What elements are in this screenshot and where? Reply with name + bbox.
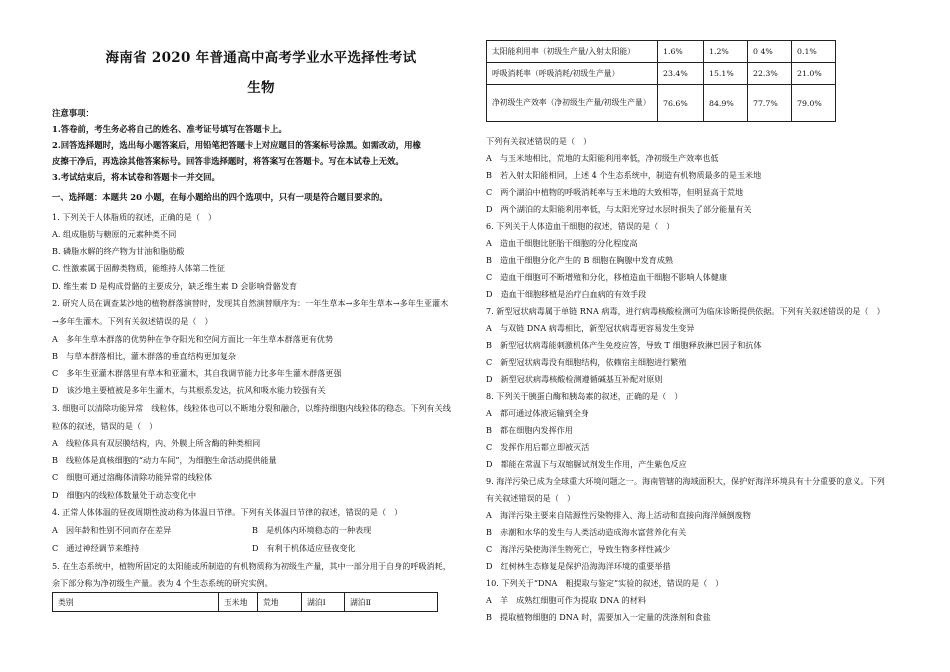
- question-line: A 与玉米地相比，荒地的太阳能利用率低，净初级生产效率也低: [486, 153, 719, 163]
- question-line: C 造血干细胞可不断增殖和分化，移植造血干细胞不影响人体健康: [486, 272, 727, 282]
- question-line: 9. 海洋污染已成为全球重大环境问题之一。海南管辖的海域面积大，保护好海洋环境具有十分重要的意义。下列: [486, 476, 885, 486]
- question-line: A 造血干细胞比胚胎干细胞的分化程度高: [486, 238, 638, 248]
- question-line: A 线粒体具有双层膜结构，内、外膜上所含酶的种类相同: [52, 438, 261, 448]
- question-line: B 与草本群落相比，灌木群落的垂直结构更加复杂: [52, 351, 237, 361]
- option-c: C 通过神经调节来维持: [52, 543, 140, 553]
- notes-heading: 注意事项：: [52, 108, 94, 118]
- question-line: A 海洋污染主要来自陆源性污染物排入、海上活动和直接向海洋倾倒废物: [486, 510, 751, 520]
- question-line: B 造血干细胞分化产生的 B 细胞在胸腺中发育成熟: [486, 255, 674, 265]
- question-line: C 两个湖泊中植物的呼吸消耗率与玉米地的大致相等，但明显高于荒地: [486, 187, 744, 197]
- table-cell: 0.1%: [792, 41, 836, 63]
- question-line: D 红树林生态修复是保护沿海海洋环境的重要举措: [486, 561, 671, 571]
- header-cell: 湖泊Ⅱ: [345, 593, 438, 612]
- question-line: C 新型冠状病毒没有细胞结构，依赖宿主细胞进行繁殖: [486, 357, 687, 367]
- question-line: D 该沙地主要植被是多年生灌木，与其根系发达，抗风和吸水能力较强有关: [52, 385, 326, 395]
- question-line: 1. 下列关于人体脂质的叙述，正确的是（ ）: [52, 212, 217, 222]
- table-row: [487, 41, 836, 63]
- data-table-header: [52, 592, 438, 612]
- question-line: 粒体的叙述，错误的是（ ）: [52, 421, 158, 431]
- header-cell: 类别: [53, 593, 219, 612]
- question-line: 7. 新型冠状病毒属于单链 RNA 病毒，进行病毒核酸检测可为临床诊断提供依据。下列有关叙述错误的是（ ）: [486, 306, 885, 316]
- note-item: 2.回答选择题时，选出每小题答案后，用铅笔把答题卡上对应题目的答案标号涂黑。如需改动，用橡: [52, 140, 421, 150]
- question-line: →多年生灌木。下列有关叙述错误的是（ ）: [52, 316, 213, 326]
- question-line: 3. 细胞可以清除功能异常 线粒体，线粒体也可以不断地分裂和融合，以维持细胞内线粒体的稳态。下列有关线: [52, 403, 451, 413]
- question-line: A 羊 成熟红细胞可作为提取 DNA 的材料: [486, 595, 646, 605]
- table-cell: 21.0%: [792, 63, 836, 85]
- question-line: D 都能在常温下与双缩脲试剂发生作用，产生紫色反应: [486, 459, 687, 469]
- question-line: C 多年生亚灌木群落里有草本和亚灌木，其自我调节能力比多年生灌木群落更强: [52, 368, 342, 378]
- table-cell: 0 4%: [748, 41, 792, 63]
- question-line: A. 组成脂肪与糖原的元素种类不同: [52, 229, 177, 239]
- data-table-body: [486, 40, 836, 122]
- question-line: C 细胞可通过溶酶体清除功能异常的线粒体: [52, 472, 212, 482]
- question-line: D 细胞内的线粒体数量处于动态变化中: [52, 490, 197, 500]
- question-line: D 新型冠状病毒核酸检测遵循碱基互补配对原则: [486, 374, 663, 384]
- table-cell: 呼吸消耗率（呼吸消耗/初级生产量）: [487, 63, 658, 85]
- header-cell: 荒地: [258, 593, 302, 612]
- question-line: C 发挥作用后都立即被灭活: [486, 442, 590, 452]
- note-item: 皮擦干净后，再选涂其他答案标号。回答非选择题时，将答案写在答题卡。写在本试卷上无效。: [52, 156, 404, 166]
- question-line: B 线粒体是真核细胞的“动力车间”，为细胞生命活动提供能量: [52, 455, 277, 465]
- question-line: 4. 正常人体体温的昼夜周期性波动称为体温日节律。下列有关体温日节律的叙述，错误的是（ ）: [52, 507, 403, 517]
- subject-title: 生物: [247, 80, 275, 96]
- table-body-wrap: [486, 40, 836, 122]
- question-line: 2. 研究人员在调查某沙地的植物群落演替时，发现其自然演替顺序为：一年生草本→多年生草本→多年生亚灌木: [52, 298, 449, 308]
- question-line: A 与双链 DNA 病毒相比，新型冠状病毒更容易发生变异: [486, 323, 695, 333]
- question-line: D 造血干细胞移植是治疗白血病的有效手段: [486, 289, 647, 299]
- question-line: B 都在细胞内发挥作用: [486, 425, 573, 435]
- table-cell: 1.6%: [658, 41, 704, 63]
- question-line: 5. 在生态系统中，植物所固定的太阳能或所制造的有机物质称为初级生产量，其中一部分用于自身的呼吸消耗，: [52, 561, 451, 571]
- question-line: D 两个湖泊的太阳能利用率低，与太阳光穿过水层时损失了部分能量有关: [486, 204, 752, 214]
- question-line: C 海洋污染使海洋生物死亡，导致生物多样性减少: [486, 544, 671, 554]
- question-line: 10. 下列关于“DNA 粗提取与鉴定”实验的叙述，错误的是（ ）: [486, 578, 724, 588]
- table-cell: 77.7%: [748, 85, 792, 122]
- table-cell: 84.9%: [704, 85, 748, 122]
- note-item: 1.答卷前，考生务必将自己的姓名、准考证号填写在答题卡上。: [52, 124, 287, 134]
- question-line: B 提取植物细胞的 DNA 时，需要加入一定量的洗涤剂和食盐: [486, 612, 711, 622]
- question-line: 6. 下列关于人体造血干细胞的叙述，错误的是（ ）: [486, 221, 675, 231]
- note-item: 3.考试结束后，将本试卷和答题卡一并交回。: [52, 172, 220, 182]
- question-line: B 赤潮和水华的发生与人类活动造成海水富营养化有关: [486, 527, 687, 537]
- question-line: B 若入射太阳能相同，上述 4 个生态系统中，制造有机物质最多的是玉米地: [486, 170, 762, 180]
- table-header-wrap: [52, 592, 438, 612]
- option-d: D 有利于机体适应昼夜变化: [252, 543, 356, 553]
- header-cell: 玉米地: [219, 593, 258, 612]
- option-a: A 因年龄和性别不同而存在差异: [52, 525, 172, 535]
- table-row: [487, 63, 836, 85]
- table-header-row: [53, 593, 438, 612]
- question-line: B. 磷脂水解的终产物为甘油和脂肪酸: [52, 246, 185, 256]
- option-b: B 是机体内环境稳态的一种表现: [252, 525, 372, 535]
- question-line: C. 性激素属于固醇类物质，能维持人体第二性征: [52, 263, 225, 273]
- question-line: 有关叙述错误的是（ ）: [486, 493, 576, 503]
- question-line: A 都可通过体液运输到全身: [486, 408, 589, 418]
- question-line: A 多年生草本群落的优势种在争夺阳光和空间方面比一年生草本群落更有优势: [52, 334, 334, 344]
- header-cell: 湖泊Ⅰ: [302, 593, 345, 612]
- table-cell: 22.3%: [748, 63, 792, 85]
- table-cell: 79.0%: [792, 85, 836, 122]
- table-cell: 23.4%: [658, 63, 704, 85]
- table-cell: 1.2%: [704, 41, 748, 63]
- table-row: [487, 85, 836, 122]
- exam-title: 海南省 2020 年普通高中高考学业水平选择性考试: [105, 50, 417, 66]
- question-line: 下列有关叙述错误的是（ ）: [486, 136, 592, 146]
- table-cell: 净初级生产效率（净初级生产量/初级生产量）: [487, 85, 658, 122]
- section-heading: 一、选择题：本题共 20 小题，在每小题给出的四个选项中，只有一项是符合题目要求的。: [52, 192, 388, 202]
- table-cell: 15.1%: [704, 63, 748, 85]
- question-line: 8. 下列关于胰蛋白酶和胰岛素的叙述，正确的是（ ）: [486, 391, 683, 401]
- table-cell: 76.6%: [658, 85, 704, 122]
- question-line: D. 维生素 D 是构成骨骼的主要成分，缺乏维生素 D 会影响骨骼发育: [52, 281, 298, 291]
- table-cell: 太阳能利用率（初级生产量/入射太阳能）: [487, 41, 658, 63]
- question-line: 余下部分称为净初级生产量。表为 4 个生态系统的研究实例。: [52, 578, 273, 588]
- question-line: B 新型冠状病毒能刺激机体产生免疫应答，导致 T 细胞释放淋巴因子和抗体: [486, 340, 762, 350]
